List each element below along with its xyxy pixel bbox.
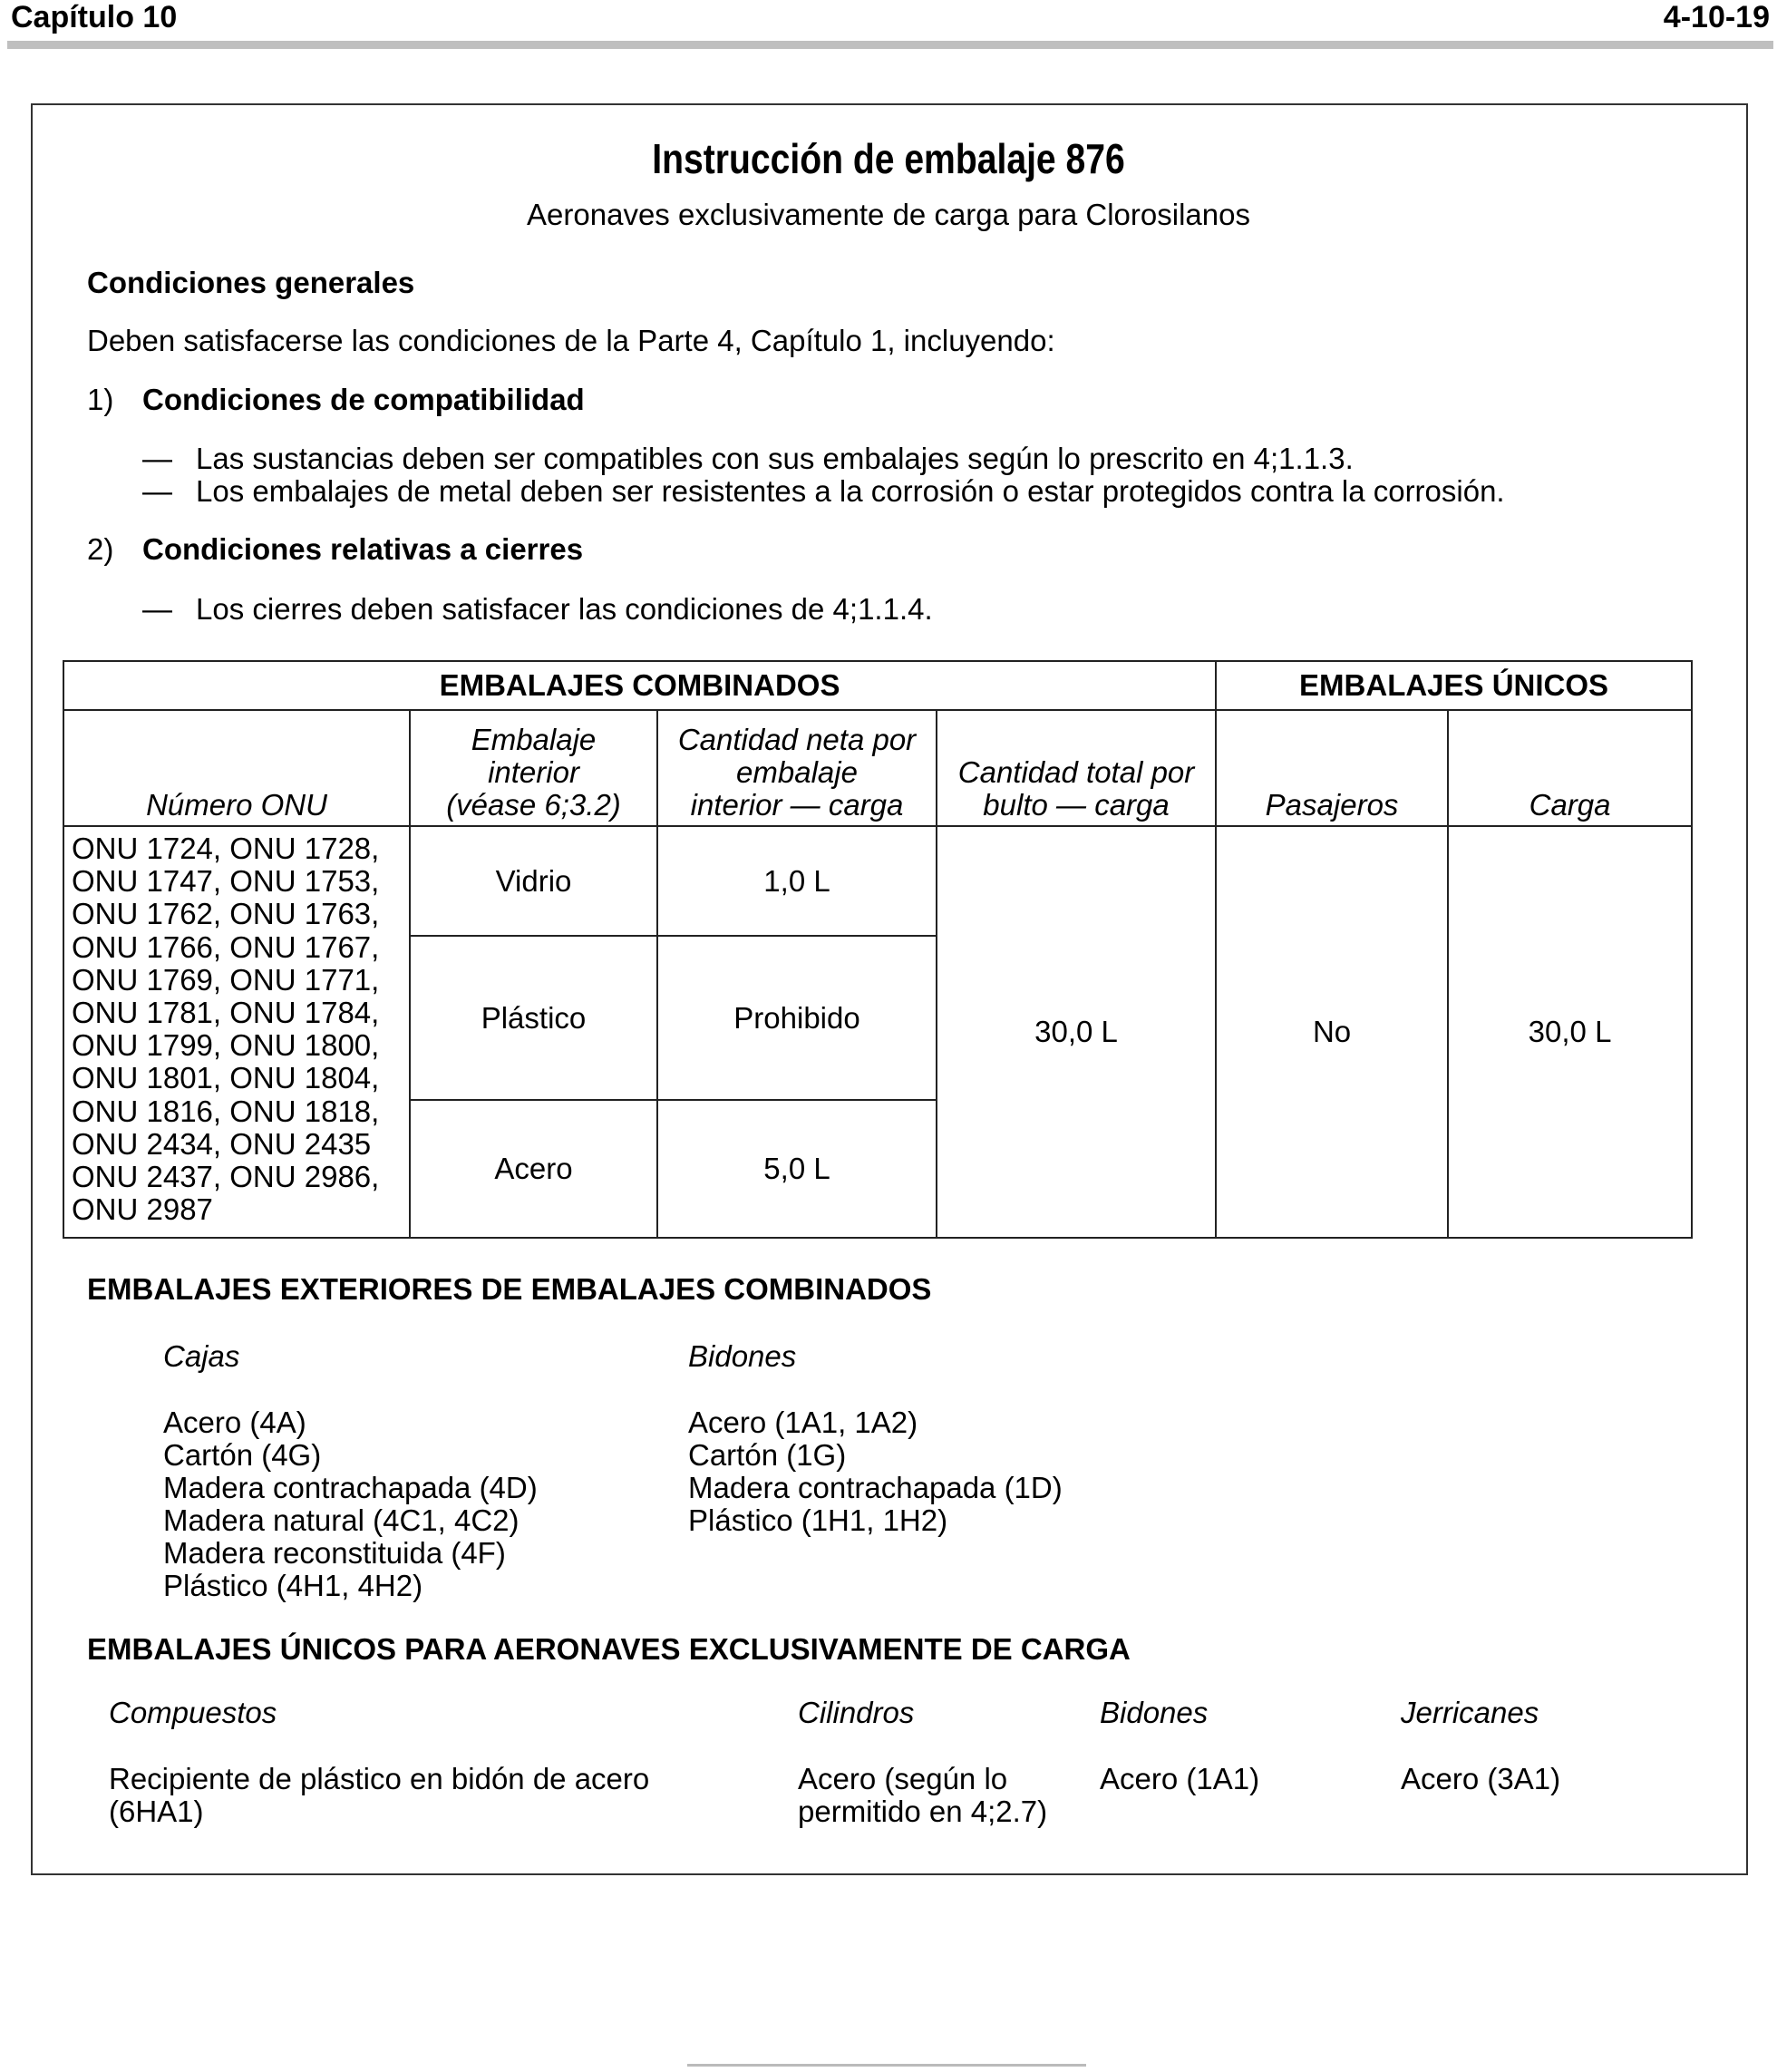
drums-title: Bidones xyxy=(688,1339,797,1373)
cargo-value: 30,0 L xyxy=(1448,826,1692,1238)
condition-2-item-1: Los cierres deben satisfacer las condiciones de 4;1.1.4. xyxy=(196,592,933,626)
list-item: Madera reconstituida (4F) xyxy=(163,1536,506,1570)
header-single: EMBALAJES ÚNICOS xyxy=(1216,661,1692,710)
col-total-line: bulto — carga xyxy=(983,788,1170,822)
un-number-line: ONU 2987 xyxy=(72,1192,213,1227)
single-drums-title: Bidones xyxy=(1100,1696,1209,1729)
page-date: 4-10-19 xyxy=(1663,0,1770,34)
list-item: Madera contrachapada (1D) xyxy=(688,1471,1063,1504)
col-net-quantity xyxy=(657,710,937,826)
composites-title: Compuestos xyxy=(109,1696,277,1729)
un-number-line: ONU 1747, ONU 1753, xyxy=(72,864,380,899)
list-item: Plástico (4H1, 4H2) xyxy=(163,1569,423,1602)
composites-list xyxy=(109,1763,649,1828)
un-number-line: ONU 1766, ONU 1767, xyxy=(72,929,380,964)
un-number-line: ONU 1769, ONU 1771, xyxy=(72,962,380,997)
inner-plastic: Plástico xyxy=(410,936,657,1100)
jerricans-title: Jerricanes xyxy=(1401,1696,1539,1729)
un-number-line: ONU 1762, ONU 1763, xyxy=(72,897,380,931)
un-number-line: ONU 1816, ONU 1818, xyxy=(72,1094,380,1128)
list-item: Cartón (4G) xyxy=(163,1438,322,1472)
list-item: Acero (3A1) xyxy=(1401,1762,1561,1795)
condition-1-title: Condiciones de compatibilidad xyxy=(142,383,585,416)
un-number-line: ONU 2437, ONU 2986, xyxy=(72,1160,380,1194)
un-numbers-cell xyxy=(63,826,410,1238)
col-un-number: Número ONU xyxy=(63,710,410,826)
condition-2-number: 2) xyxy=(87,532,114,566)
col-cargo: Carga xyxy=(1448,710,1692,826)
inner-glass: Vidrio xyxy=(410,826,657,936)
list-item: permitido en 4;2.7) xyxy=(798,1795,1048,1828)
un-number-line: ONU 1724, ONU 1728, xyxy=(72,832,380,865)
cylinders-list xyxy=(798,1763,1047,1828)
list-item: Madera natural (4C1, 4C2) xyxy=(163,1503,520,1537)
un-number-line: ONU 2434, ONU 2435 xyxy=(72,1126,372,1161)
col-inner-packaging xyxy=(410,710,657,826)
single-heading: EMBALAJES ÚNICOS PARA AERONAVES EXCLUSIVAMENTE DE CARGA xyxy=(87,1632,1131,1666)
condition-1-number: 1) xyxy=(87,383,114,416)
list-item: Cartón (1G) xyxy=(688,1438,847,1472)
condition-1-item-2: Los embalajes de metal deben ser resistentes a la corrosión o estar protegidos contra la corrosión. xyxy=(196,474,1505,508)
boxes-list xyxy=(163,1406,538,1602)
list-item: (6HA1) xyxy=(109,1795,204,1828)
list-item: Acero (1A1, 1A2) xyxy=(688,1406,918,1439)
col-total-line: Cantidad total por xyxy=(957,755,1195,789)
chapter-label: Capítulo 10 xyxy=(11,0,178,34)
col-inner-line: interior xyxy=(488,755,579,789)
page-subtitle: Aeronaves exclusivamente de carga para Clorosilanos xyxy=(527,198,1250,231)
col-net-line: Cantidad neta por xyxy=(677,723,917,756)
general-heading: Condiciones generales xyxy=(87,266,415,299)
un-number-line: ONU 1799, ONU 1800, xyxy=(72,1028,380,1063)
un-number-line: ONU 1781, ONU 1784, xyxy=(72,996,380,1030)
net-steel: 5,0 L xyxy=(657,1100,937,1238)
col-inner-line: Embalaje xyxy=(471,723,597,756)
page-title: Instrucción de embalaje 876 xyxy=(652,135,1125,182)
list-item: Acero (1A1) xyxy=(1100,1762,1260,1795)
packing-table xyxy=(63,660,1693,1239)
list-item: Acero (según lo xyxy=(798,1762,1008,1795)
list-item: Recipiente de plástico en bidón de acero xyxy=(109,1762,650,1795)
passenger-value: No xyxy=(1216,826,1448,1238)
net-glass: 1,0 L xyxy=(657,826,937,936)
list-item: Madera contrachapada (4D) xyxy=(163,1471,538,1504)
inner-steel: Acero xyxy=(410,1100,657,1238)
list-item: Plástico (1H1, 1H2) xyxy=(688,1503,948,1537)
outer-heading: EMBALAJES EXTERIORES DE EMBALAJES COMBINADOS xyxy=(87,1272,932,1306)
condition-1-item-1: Las sustancias deben ser compatibles con sus embalajes según lo prescrito en 4;1.1.3. xyxy=(196,442,1354,475)
page-header xyxy=(7,0,1773,49)
dash-2: — xyxy=(142,474,172,508)
col-passenger: Pasajeros xyxy=(1216,710,1448,826)
header-combined: EMBALAJES COMBINADOS xyxy=(63,661,1216,710)
col-inner-line: (véase 6;3.2) xyxy=(446,788,621,822)
cylinders-title: Cilindros xyxy=(798,1696,915,1729)
col-net-line: embalaje xyxy=(736,755,858,789)
list-item: Acero (4A) xyxy=(163,1406,306,1439)
jerricans-list xyxy=(1401,1763,1560,1795)
dash-3: — xyxy=(142,592,172,626)
total-quantity: 30,0 L xyxy=(937,826,1216,1238)
general-intro: Deben satisfacerse las condiciones de la Parte 4, Capítulo 1, incluyendo: xyxy=(87,324,1055,357)
dash-1: — xyxy=(142,442,172,475)
col-net-line: interior — carga xyxy=(690,788,904,822)
net-plastic: Prohibido xyxy=(657,936,937,1100)
condition-2-title: Condiciones relativas a cierres xyxy=(142,532,584,566)
col-total-quantity xyxy=(937,710,1216,826)
footer-rule xyxy=(687,2064,1086,2067)
boxes-title: Cajas xyxy=(163,1339,240,1373)
single-drums-list xyxy=(1100,1763,1259,1795)
drums-list xyxy=(688,1406,1063,1537)
un-number-line: ONU 1801, ONU 1804, xyxy=(72,1061,380,1095)
